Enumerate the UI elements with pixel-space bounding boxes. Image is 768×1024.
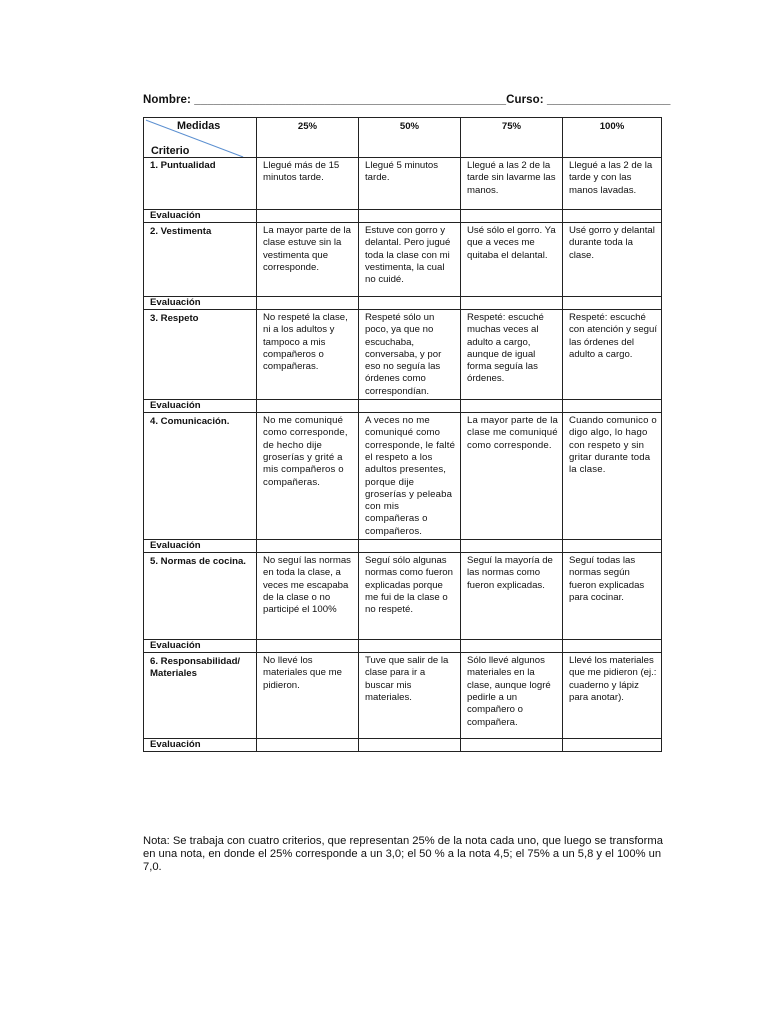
evaluation-cell[interactable] [461, 540, 563, 553]
medidas-label: Medidas [177, 120, 221, 132]
evaluation-cell[interactable] [359, 540, 461, 553]
rubric-cell: No me comuniqué como corresponde, de hecho dije groserías y grité a mis compañeros o compañeras. [257, 413, 359, 540]
evaluation-label: Evaluación [144, 400, 257, 413]
evaluation-cell[interactable] [359, 400, 461, 413]
rubric-cell: Seguí todas las normas según fueron explicadas para cocinar. [563, 553, 662, 640]
rubric-cell: No respeté la clase, ni a los adultos y tampoco a mis compañeros o compañeras. [257, 310, 359, 400]
evaluation-label: Evaluación [144, 640, 257, 653]
table-row [144, 310, 662, 400]
grading-note: Nota: Se trabaja con cuatro criterios, que representan 25% de la nota cada uno, que luego se transforma en una nota, en donde el 25% corresponde a un 3,0; el 50 % a la nota 4,5; el 75% a un 5,8 y el 100% un 7,0. [143, 835, 663, 873]
column-header-75: 75% [461, 118, 563, 158]
table-row [144, 223, 662, 297]
table-row [144, 413, 662, 540]
evaluation-cell[interactable] [563, 640, 662, 653]
evaluation-cell[interactable] [563, 297, 662, 310]
rubric-cell: Llegué a las 2 de la tarde sin lavarme las manos. [461, 158, 563, 210]
rubric-cell: Respeté sólo un poco, ya que no escuchaba, conversaba, y por eso no seguía las órdenes como correspondían. [359, 310, 461, 400]
criterion-responsabilidad: 6. Responsabilidad/ Materiales [144, 653, 257, 739]
evaluation-cell[interactable] [257, 540, 359, 553]
evaluation-label: Evaluación [144, 297, 257, 310]
rubric-cell: Llegué 5 minutos tarde. [359, 158, 461, 210]
column-header-25: 25% [257, 118, 359, 158]
rubric-cell: Usé gorro y delantal durante toda la clase. [563, 223, 662, 297]
rubric-cell: Tuve que salir de la clase para ir a buscar mis materiales. [359, 653, 461, 739]
header-line [143, 94, 671, 106]
table-row [144, 158, 662, 210]
evaluation-row [144, 210, 662, 223]
curso-label: Curso: [506, 94, 548, 106]
evaluation-cell[interactable] [461, 400, 563, 413]
curso-field[interactable]: ___________________ [547, 94, 671, 106]
evaluation-row [144, 540, 662, 553]
rubric-cell: Usé sólo el gorro. Ya que a veces me quitaba el delantal. [461, 223, 563, 297]
rubric-cell: Respeté: escuché con atención y seguí las órdenes del adulto a cargo. [563, 310, 662, 400]
rubric-cell: Estuve con gorro y delantal. Pero jugué toda la clase con mi vestimenta, la cual no cuidé. [359, 223, 461, 297]
evaluation-cell[interactable] [257, 739, 359, 752]
evaluation-row [144, 640, 662, 653]
evaluation-cell[interactable] [257, 640, 359, 653]
rubric-cell: No seguí las normas en toda la clase, a veces me escapaba de la clase o no participé el 100% [257, 553, 359, 640]
criterion-vestimenta: 2. Vestimenta [144, 223, 257, 297]
evaluation-cell[interactable] [257, 210, 359, 223]
evaluation-cell[interactable] [257, 297, 359, 310]
evaluation-cell[interactable] [461, 210, 563, 223]
evaluation-cell[interactable] [461, 739, 563, 752]
rubric-cell: No llevé los materiales que me pidieron. [257, 653, 359, 739]
criterion-puntualidad: 1. Puntualidad [144, 158, 257, 210]
rubric-cell: Cuando comunico o digo algo, lo hago con respeto y sin gritar durante toda la clase. [563, 413, 662, 540]
criterion-comunicacion: 4. Comunicación. [144, 413, 257, 540]
evaluation-label: Evaluación [144, 210, 257, 223]
evaluation-cell[interactable] [359, 640, 461, 653]
nombre-label: Nombre: [143, 94, 195, 106]
criterio-label: Criterio [151, 145, 190, 157]
rubric-cell: Llegué más de 15 minutos tarde. [257, 158, 359, 210]
rubric-cell: Seguí sólo algunas normas como fueron explicadas porque me fui de la clase o no respeté. [359, 553, 461, 640]
column-header-100: 100% [563, 118, 662, 158]
criterion-normas: 5. Normas de cocina. [144, 553, 257, 640]
rubric-cell: Sólo llevé algunos materiales en la clase, aunque logré pedirle a un compañero o compañera. [461, 653, 563, 739]
evaluation-cell[interactable] [461, 640, 563, 653]
evaluation-cell[interactable] [359, 739, 461, 752]
rubric-cell: Seguí la mayoría de las normas como fueron explicadas. [461, 553, 563, 640]
evaluation-row [144, 297, 662, 310]
rubric-cell: La mayor parte de la clase me comuniqué como corresponde. [461, 413, 563, 540]
table-header-row [144, 118, 662, 158]
evaluation-cell[interactable] [563, 739, 662, 752]
evaluation-cell[interactable] [563, 400, 662, 413]
rubric-cell: Llevé los materiales que me pidieron (ej.: cuaderno y lápiz para anotar). [563, 653, 662, 739]
evaluation-cell[interactable] [563, 540, 662, 553]
rubric-cell: A veces no me comuniqué como corresponde, le falté el respeto a los adultos presentes, porque dije groserías y peleaba con mis compañeras o compañeros. [359, 413, 461, 540]
table-row [144, 653, 662, 739]
evaluation-cell[interactable] [359, 210, 461, 223]
evaluation-cell[interactable] [563, 210, 662, 223]
corner-cell [144, 118, 257, 158]
rubric-cell: La mayor parte de la clase estuve sin la vestimenta que corresponde. [257, 223, 359, 297]
evaluation-cell[interactable] [461, 297, 563, 310]
rubric-cell: Respeté: escuché muchas veces al adulto a cargo, aunque de igual forma seguía las órdenes. [461, 310, 563, 400]
evaluation-label: Evaluación [144, 739, 257, 752]
column-header-50: 50% [359, 118, 461, 158]
evaluation-cell[interactable] [359, 297, 461, 310]
evaluation-row [144, 739, 662, 752]
evaluation-cell[interactable] [257, 400, 359, 413]
rubric-table [143, 117, 662, 752]
table-row [144, 553, 662, 640]
evaluation-label: Evaluación [144, 540, 257, 553]
criterion-respeto: 3. Respeto [144, 310, 257, 400]
rubric-cell: Llegué a las 2 de la tarde y con las manos lavadas. [563, 158, 662, 210]
nombre-field[interactable]: ________________________________________________ [194, 94, 507, 106]
evaluation-row [144, 400, 662, 413]
